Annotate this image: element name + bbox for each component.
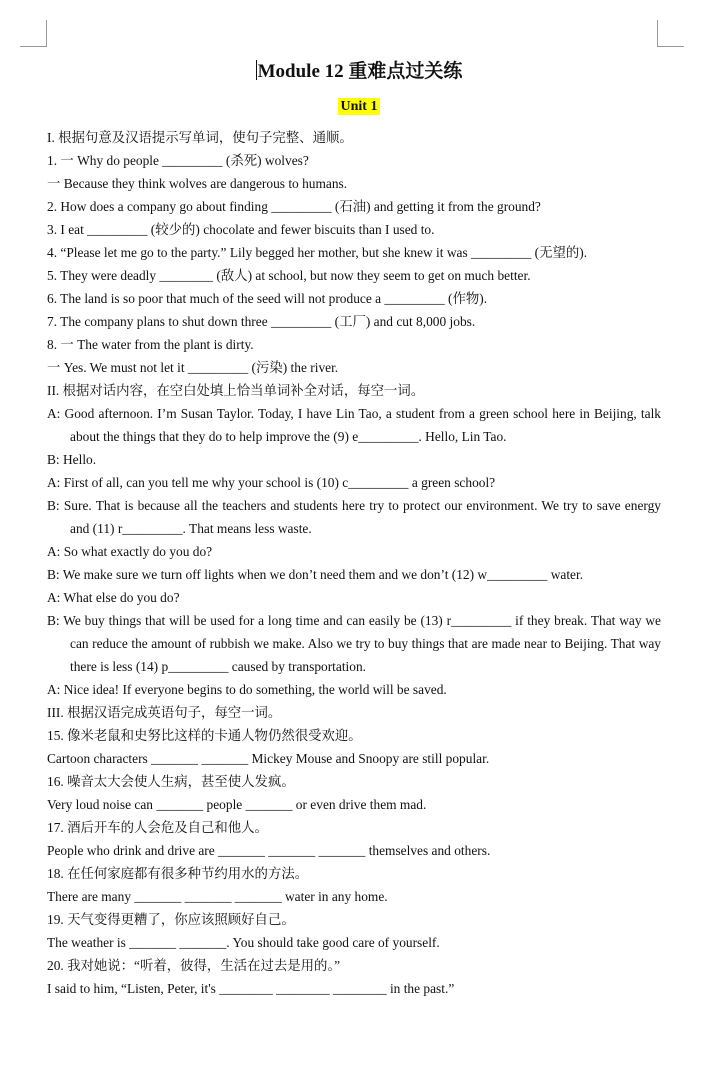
document-line: I. 根据句意及汉语提示写单词，使句子完整、通顺。 bbox=[47, 130, 353, 145]
document-line: A: First of all, can you tell me why your school is (10) c_________ a green school? bbox=[47, 475, 496, 490]
document-line: 8. 一 The water from the plant is dirty. bbox=[47, 337, 254, 352]
document-line: There are many _______ _______ _______ water in any home. bbox=[47, 889, 388, 904]
document-line: 3. I eat _________ (较少的) chocolate and fewer biscuits than I used to. bbox=[47, 222, 435, 237]
unit-heading bbox=[0, 99, 718, 115]
document-line: 17. 酒后开车的人会危及自己和他人。 bbox=[47, 820, 268, 835]
document-line: 4. “Please let me go to the party.” Lily begged her mother, but she knew it was _________ (无望的). bbox=[47, 245, 588, 260]
document-line: I said to him, “Listen, Peter, it's ________ ________ ________ in the past.” bbox=[47, 981, 455, 996]
document-line: 一 Yes. We must not let it _________ (污染) the river. bbox=[47, 360, 339, 375]
document-line: 20. 我对她说：“听着，彼得，生活在过去是用的。” bbox=[47, 958, 341, 973]
document-line: 2. How does a company go about finding _________ (石油) and getting it from the ground? bbox=[47, 199, 541, 214]
unit-heading-text: Unit 1 bbox=[338, 98, 381, 115]
page-title bbox=[0, 56, 718, 83]
document-line: B: We buy things that will be used for a long time and can easily be (13) r_________ if they break. That way we can reduce the amount of rubbish we make. Also we try to buy things that are made near to Beijing. That way there is less (14) p_________ caused by transportation. bbox=[47, 613, 661, 674]
document-line: 一 Because they think wolves are dangerous to humans. bbox=[47, 176, 348, 191]
document-line: A: Good afternoon. I’m Susan Taylor. Today, I have Lin Tao, a student from a green school here in Beijing, talk about the things that they do to help improve the (9) e_________. Hello, Lin Tao. bbox=[47, 406, 661, 444]
document-line: A: What else do you do? bbox=[47, 590, 180, 605]
text-cursor bbox=[256, 60, 257, 80]
document-line: B: Hello. bbox=[47, 452, 97, 467]
page-title-text: Module 12 重难点过关练 bbox=[257, 61, 463, 82]
document-line: 1. 一 Why do people _________ (杀死) wolves? bbox=[47, 153, 309, 168]
document-body bbox=[47, 126, 661, 1000]
document-line: 6. The land is so poor that much of the seed will not produce a _________ (作物). bbox=[47, 291, 488, 306]
document-line: 18. 在任何家庭都有很多种节约用水的方法。 bbox=[47, 866, 309, 881]
document-line: 15. 像米老鼠和史努比这样的卡通人物仍然很受欢迎。 bbox=[47, 728, 362, 743]
document-line: B: Sure. That is because all the teachers and students here try to protect our environment. We try to save energy and (11) r_________. That means less waste. bbox=[47, 498, 661, 536]
document-line: 19. 天气变得更糟了，你应该照顾好自己。 bbox=[47, 912, 295, 927]
document-line: A: So what exactly do you do? bbox=[47, 544, 213, 559]
document-line: 16. 噪音太大会使人生病，甚至使人发疯。 bbox=[47, 774, 295, 789]
document-line: The weather is _______ _______. You should take good care of yourself. bbox=[47, 935, 440, 950]
document-line: Very loud noise can _______ people _______ or even drive them mad. bbox=[47, 797, 427, 812]
page-corner-mark-top-left bbox=[20, 20, 47, 47]
page-corner-mark-top-right bbox=[657, 20, 684, 47]
document-line: 5. They were deadly ________ (敌人) at school, but now they seem to get on much better. bbox=[47, 268, 531, 283]
document-line: People who drink and drive are _______ _______ _______ themselves and others. bbox=[47, 843, 491, 858]
document-line: Cartoon characters _______ _______ Mickey Mouse and Snoopy are still popular. bbox=[47, 751, 490, 766]
document-line: B: We make sure we turn off lights when we don’t need them and we don’t (12) w_________ water. bbox=[47, 567, 584, 582]
document-line: 7. The company plans to shut down three _________ (工厂) and cut 8,000 jobs. bbox=[47, 314, 476, 329]
document-line: A: Nice idea! If everyone begins to do something, the world will be saved. bbox=[47, 682, 447, 697]
document-line: II. 根据对话内容，在空白处填上恰当单词补全对话，每空一词。 bbox=[47, 383, 425, 398]
document-line: III. 根据汉语完成英语句子，每空一词。 bbox=[47, 705, 282, 720]
